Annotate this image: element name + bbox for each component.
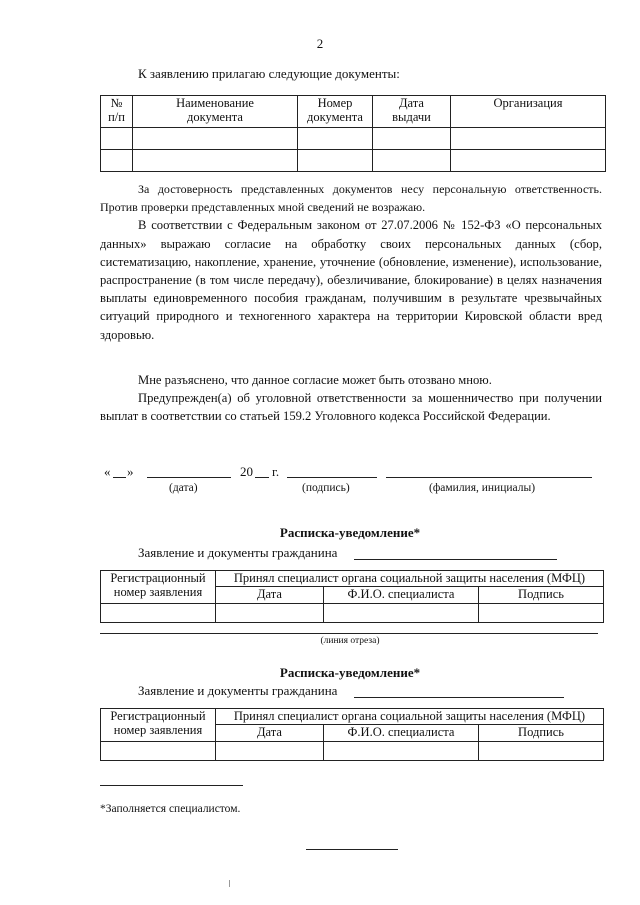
- applicant-label-1: Заявление и документы гражданина: [138, 545, 338, 560]
- reg-number-header: Регистрационный номер заявления: [101, 571, 216, 604]
- receipt-title-1: Расписка-уведомление*: [279, 525, 421, 540]
- documents-table: [100, 95, 606, 172]
- name-caption: (фамилия, инициалы): [429, 482, 536, 494]
- receipt-title-2: Расписка-уведомление*: [279, 665, 421, 680]
- footnote-separator: [100, 785, 243, 786]
- header-issue-date: Дата выдачи: [373, 96, 451, 128]
- table-row[interactable]: [101, 742, 604, 761]
- header-doc-name: Наименование документа: [133, 96, 298, 128]
- attachments-intro: К заявлению прилагаю следующие документы:: [138, 66, 400, 81]
- applicant-field-2[interactable]: [354, 683, 564, 698]
- accepted-by-header: Принял специалист органа социальной защиты населения (МФЦ): [216, 709, 604, 725]
- date-year-prefix: 20: [240, 464, 253, 479]
- date-day-open: «: [104, 464, 111, 479]
- specialist-name-column-header: Ф.И.О. специалиста: [324, 725, 479, 742]
- header-number: № п/п: [101, 96, 133, 128]
- date-caption: (дата): [169, 482, 198, 494]
- page-number: 2: [316, 36, 324, 51]
- responsibility-paragraph: За достоверность представленных документов несу персональную ответственность. Против проверки представленных мной сведений не возражаю.: [100, 182, 602, 215]
- date-day-close: »: [127, 464, 134, 479]
- signature-caption: (подпись): [302, 482, 350, 494]
- documents-table-header: [101, 96, 606, 128]
- scan-mark: [229, 880, 230, 887]
- cut-line: [100, 633, 598, 634]
- footnote: *Заполняется специалистом.: [100, 803, 241, 815]
- receipt-table-2: [100, 708, 604, 761]
- signature-field[interactable]: [287, 464, 377, 478]
- header-organization: Организация: [451, 96, 606, 128]
- accepted-by-header: Принял специалист органа социальной защиты населения (МФЦ): [216, 571, 604, 587]
- date-column-header: Дата: [216, 587, 324, 604]
- signature-column-header: Подпись: [479, 587, 604, 604]
- consent-paragraph: В соответствии с Федеральным законом от 27.07.2006 № 152-ФЗ «О персональных данных» выражаю согласие на обработку своих персональных данных (сбор, систематизацию, накопление, хранение, уточнение (обновление, изменение), использование, распространение (в том числе передачу), обезличивание, блокирование) в целях назначения выплаты единовременного пособия гражданам, получившим в результате чрезвычайных ситуаций природного и техногенного характера на территории Кировской области вред здоровью.: [100, 218, 602, 342]
- signature-column-header: Подпись: [479, 725, 604, 742]
- header-doc-number: Номер документа: [298, 96, 373, 128]
- revocable-paragraph: Мне разъяснено, что данное согласие может быть отозвано мною.: [138, 373, 492, 387]
- table-row[interactable]: [101, 604, 604, 623]
- date-month-field[interactable]: [147, 464, 231, 478]
- date-column-header: Дата: [216, 725, 324, 742]
- table-row[interactable]: [101, 150, 606, 172]
- applicant-field-1[interactable]: [354, 545, 557, 560]
- warning-paragraph: Предупрежден(а) об уголовной ответственности за мошенничество при получении выплат в соответствии со статьей 159.2 Уголовного кодекса Российской Федерации.: [100, 391, 602, 424]
- specialist-name-column-header: Ф.И.О. специалиста: [324, 587, 479, 604]
- date-day-field[interactable]: [113, 464, 126, 478]
- receipt-table-1: [100, 570, 604, 623]
- consent-text-block: [100, 180, 602, 344]
- full-name-field[interactable]: [386, 464, 592, 478]
- reg-number-header: Регистрационный номер заявления: [101, 709, 216, 742]
- cut-line-caption: (линия отреза): [320, 636, 380, 646]
- applicant-label-2: Заявление и документы гражданина: [138, 683, 338, 698]
- table-row[interactable]: [101, 128, 606, 150]
- date-year-field[interactable]: [255, 464, 269, 478]
- date-year-suffix: г.: [272, 464, 280, 479]
- bottom-divider: [306, 849, 398, 850]
